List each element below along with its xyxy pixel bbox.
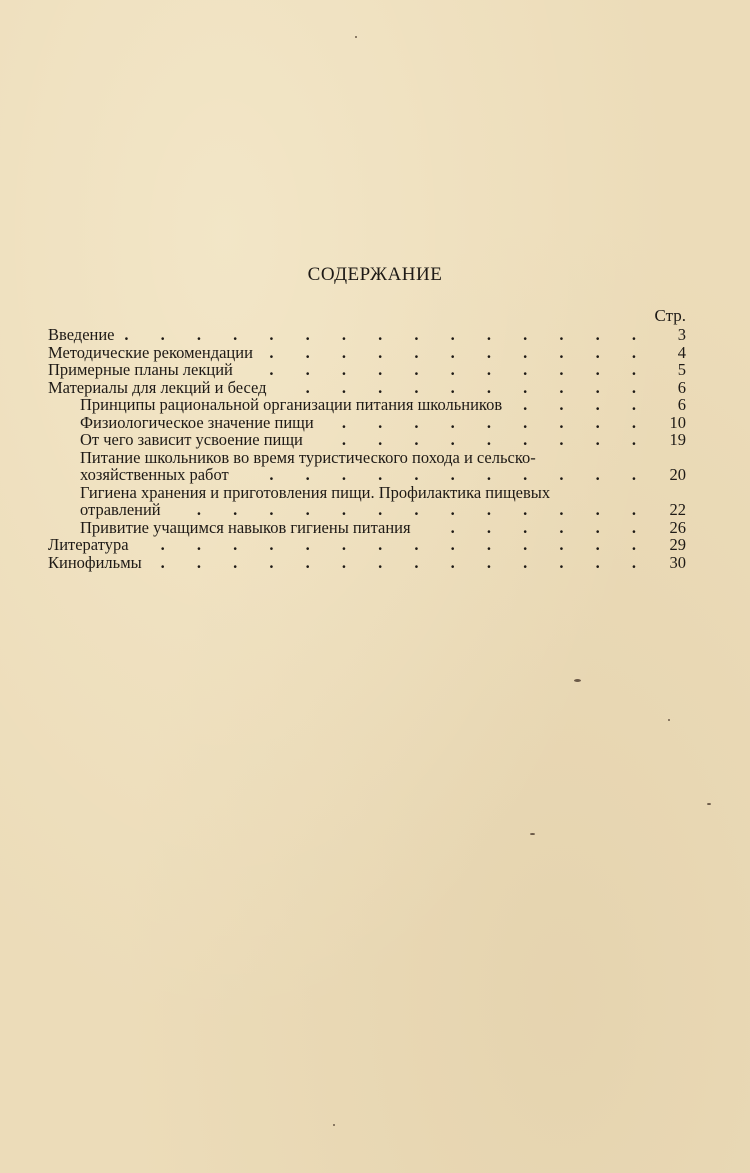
toc-entry-page: 22 [669,500,686,519]
dot-leader [419,519,650,537]
toc-entry-materials[interactable] [48,379,686,397]
toc-entry-title-line2: хозяйственных работ [80,465,229,484]
paper-speck [530,833,535,835]
toc-entry-title: Литература [48,535,129,554]
page-column-label: Стр. [654,306,686,325]
toc-entry-page: 5 [677,360,686,379]
toc-subentry-food-hygiene[interactable] [48,484,686,519]
toc-entry-title: Физиологическое значение пищи [80,412,314,432]
toc-entry-page: 6 [677,377,686,397]
table-of-contents [48,326,686,571]
toc-entry-films[interactable] [48,554,686,572]
toc-entry-introduction[interactable] [48,326,686,344]
toc-entry-page: 10 [669,412,686,432]
dot-leader [322,414,650,432]
toc-entry-title-line1: Гигиена хранения и приготовления пищи. Профилактика пищевых [80,482,551,502]
dot-leader [510,396,650,414]
page-title: СОДЕРЖАНИЕ [307,264,443,285]
dot-leader [261,344,650,362]
toc-entry-title: Привитие учащимся навыков гигиены питания [80,517,411,537]
toc-entry-title: Примерные планы лекций [48,360,233,379]
toc-entry-page: 26 [669,517,686,537]
dot-leader [275,379,650,397]
toc-entry-title: От чего зависит усвоение пищи [80,430,303,449]
dot-leader [169,501,650,519]
dot-leader [150,554,650,572]
toc-subentry-hygiene-skills[interactable] [48,519,686,537]
toc-subentry-physiological-value[interactable] [48,414,686,432]
toc-entry-title: Кинофильмы [48,552,142,572]
toc-entry-title: Методические рекомендации [48,342,253,362]
dot-leader [241,361,650,379]
toc-entry-page: 19 [669,430,686,449]
paper-speck [333,1124,335,1126]
toc-entry-literature[interactable] [48,536,686,554]
toc-entry-lecture-plans[interactable] [48,361,686,379]
dot-leader [137,536,650,554]
toc-entry-methodical-recommendations[interactable] [48,344,686,362]
dot-leader [123,326,650,344]
toc-entry-title-line2: отравлений [80,500,161,519]
toc-entry-page: 3 [677,325,686,344]
toc-entry-page: 4 [677,342,686,362]
paper-speck [574,679,581,682]
toc-entry-title: Введение [48,325,115,344]
toc-entry-page: 30 [669,552,686,572]
toc-subentry-hiking-nutrition[interactable] [48,449,686,484]
paper-speck [355,36,357,38]
toc-subentry-digestion[interactable] [48,431,686,449]
toc-entry-title: Принципы рациональной организации питания школьников [80,395,503,414]
paper-speck [707,803,711,805]
dot-leader [311,431,650,449]
toc-entry-page: 6 [677,395,686,414]
dot-leader [237,466,650,484]
paper-speck [668,719,670,721]
toc-entry-page: 29 [669,535,686,554]
toc-subentry-principles[interactable] [48,396,686,414]
toc-entry-title: Материалы для лекций и бесед [48,377,267,397]
toc-entry-title-line1: Питание школьников во время туристического похода и сельско- [80,447,536,467]
toc-entry-page: 20 [669,465,686,484]
